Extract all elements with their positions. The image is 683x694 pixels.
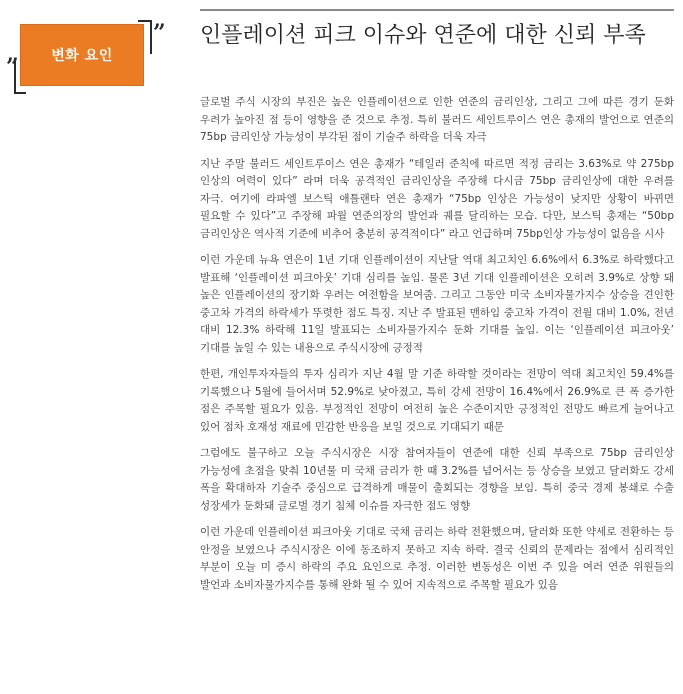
page-title: 인플레이션 피크 이슈와 연준에 대한 신뢰 부족: [200, 23, 646, 48]
paragraph: 그럼에도 불구하고 오늘 주식시장은 시장 참여자들이 연준에 대한 신뢰 부족으로 75bp 금리인상 가능성에 초점을 맞춰 10년물 미 국채 금리가 한 때 3.2%를 넘어서는 등 상승을 보였고 달러화도 강세 폭을 확대하자 기술주 중심으로 급격하게 매물이 출회되는 경향을 보임. 특히 중국 경제 봉쇄로 수출 성장세가 둔화돼 글로벌 경기 침체 이슈를 자극한 점도 영향: [200, 447, 674, 512]
quote-close-icon: ”: [153, 20, 166, 46]
badge-label: 변화 요인: [51, 48, 113, 64]
section-badge: [6, 14, 166, 80]
quote-open-icon: ”: [6, 54, 19, 80]
article-body: [200, 94, 674, 603]
paragraph: 한편, 개인투자자들의 투자 심리가 지난 4월 말 기준 하락할 것이라는 전망이 역대 최고치인 59.4%를 기록했으나 5월에 들어서며 52.9%로 낮아졌고, 특히 강세 전망이 16.4%에서 26.9%로 큰 폭 증가한 점은 주목할 필요가 있음. 부정적인 전망이 여전히 높은 수준이지만 긍정적인 전망도 빠르게 늘어나고 있어 점차 호재성 재료에 민감한 반응을 보일 것으로 기대되기 때문: [200, 368, 674, 433]
paragraph: 이런 가운데 뉴욕 연은이 1년 기대 인플레이션이 지난달 역대 최고치인 6.6%에서 6.3%로 하락했다고 발표해 ‘인플레이션 피크아웃’ 기대 심리를 높임. 물론 3년 기대 인플레이션은 오히려 3.9%로 상향 돼 높은 인플레이션의 장기화 우려는 여전함을 보여줌. 그리고 그동안 미국 소비자물가지수 상승을 견인한 중고차 가격의 하락세가 뚜렷한 점도 특징. 지난 주 발표된 맨하임 중고차 가격이 전월 대비 1.0%, 전년 대비 12.3% 하락해 11일 발표되는 소비자물가지수 둔화 기대를 높임. 이는 ‘인플레이션 피크아웃’ 기대를 높일 수 있는 내용으로 주식시장에 긍정적: [200, 254, 674, 354]
top-divider: [200, 9, 674, 11]
badge-box: [20, 24, 144, 86]
paragraph: 지난 주말 불러드 세인트루이스 연은 총재가 “테일러 준칙에 따르면 적정 금리는 3.63%로 약 275bp 인상의 여력이 있다” 라며 더욱 공격적인 금리인상을 주장해 다시금 75bp 금리인상에 대한 우려를 자극. 여기에 라파엘 보스틱 애틀랜타 연은 총재가 “75bp 인상은 가능성이 낮지만 상황이 바뀌면 필요할 수 있다”고 주장해 파월 연준의장의 발언과 궤를 달리하는 모습. 다만, 보스틱 총재는 “50bp 금리인상은 역사적 기준에 비추어 충분히 공격적이다” 라고 언급하며 75bp인상 가능성이 없음을 시사: [200, 157, 674, 240]
paragraph: 글로벌 주식 시장의 부진은 높은 인플레이션으로 인한 연준의 금리인상, 그리고 그에 따른 경기 둔화 우려가 높아진 점 등이 영향을 준 것으로 추정. 특히 불러드 세인트루이스 연은 총재의 발언으로 연준의 75bp 금리인상 가능성이 부각된 점이 기술주 하락을 더욱 자극: [200, 96, 674, 143]
paragraph: 이런 가운데 인플레이션 피크아웃 기대로 국채 금리는 하락 전환했으며, 달러화 또한 약세로 전환하는 등 안정을 보였으나 주식시장은 이에 동조하지 못하고 지속 하락. 결국 신뢰의 문제라는 점에서 심리적인 부분이 오늘 미 증시 하락의 주요 요인으로 추정. 이러한 변동성은 이번 주 있을 여러 연준 위원들의 발언과 소비자물가지수를 통해 완화 될 수 있어 지속적으로 주목할 필요가 있음: [200, 526, 674, 591]
